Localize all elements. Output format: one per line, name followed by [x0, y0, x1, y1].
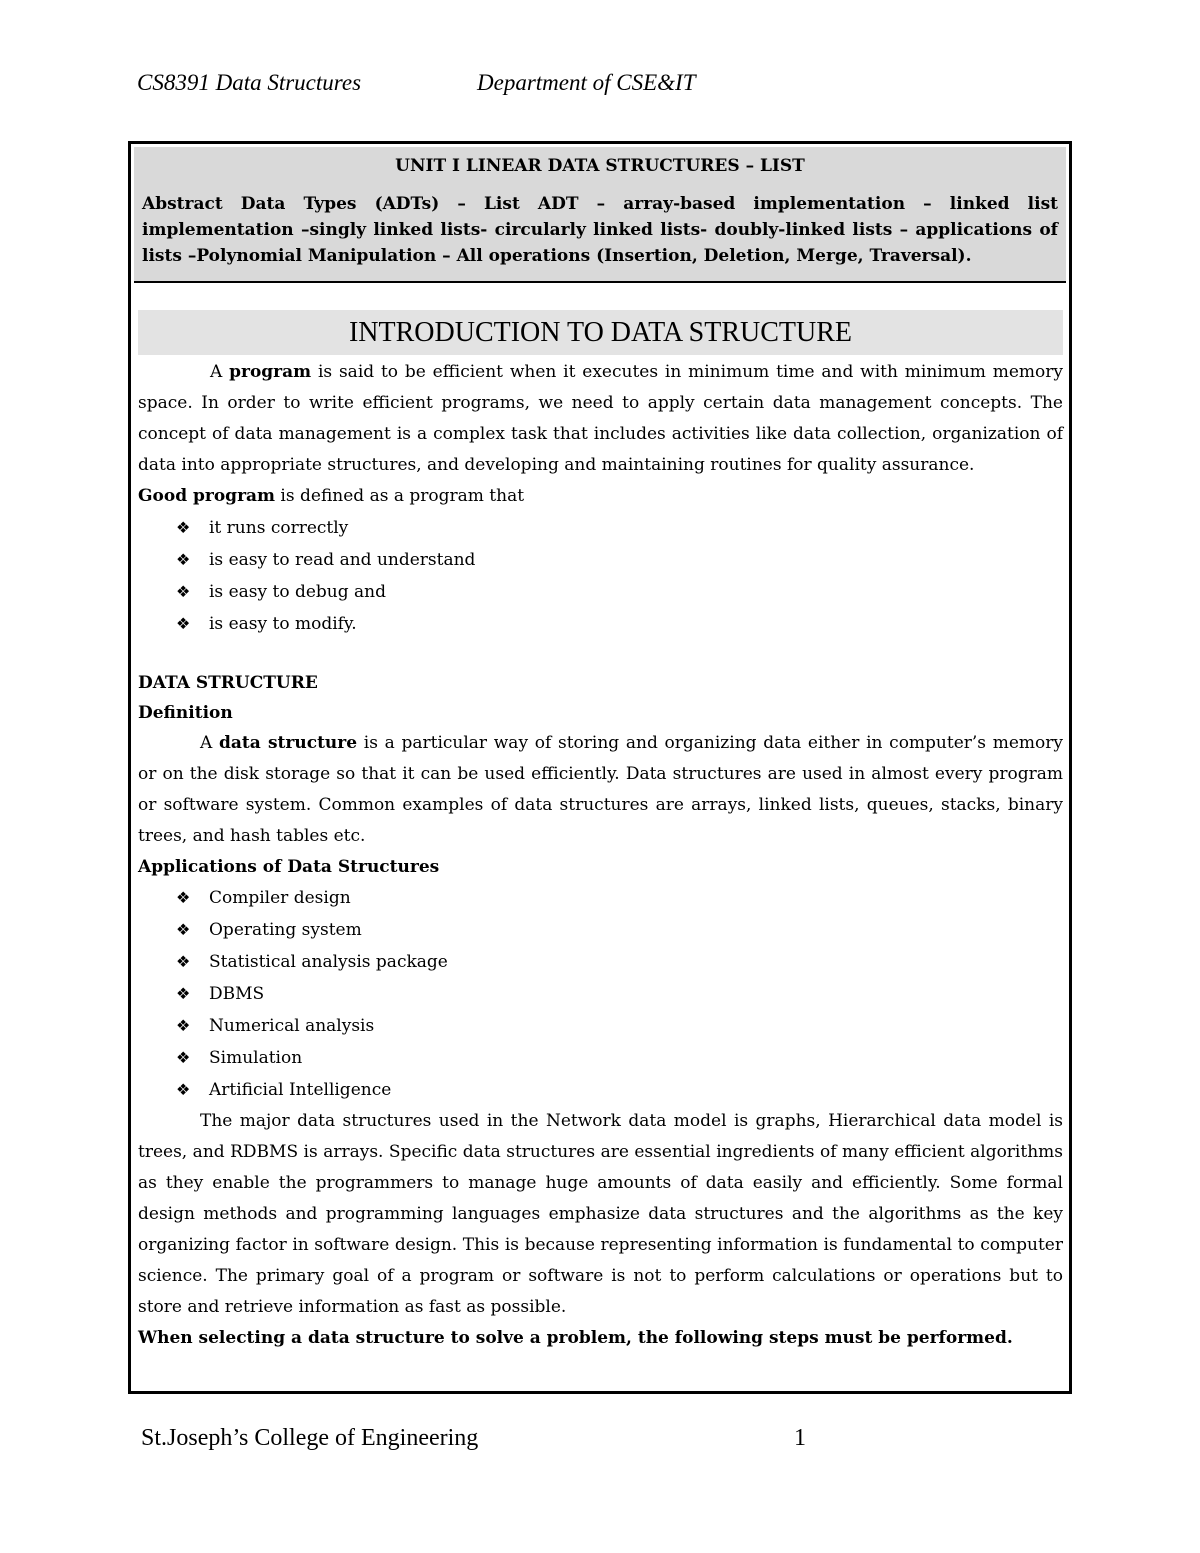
- diamond-bullet-icon: ❖: [176, 1016, 191, 1035]
- diamond-bullet-icon: ❖: [176, 888, 191, 907]
- main-content: [131, 283, 1069, 1354]
- college-name: St.Joseph’s College of Engineering: [141, 1425, 479, 1451]
- definition-heading: Definition: [138, 703, 233, 723]
- diamond-bullet-icon: ❖: [176, 518, 191, 537]
- list-item: ❖ Compiler design: [176, 882, 1063, 914]
- course-title: CS8391 Data Structures: [137, 70, 362, 95]
- list-item: ❖ Statistical analysis package: [176, 946, 1063, 978]
- diamond-bullet-icon: ❖: [176, 920, 191, 939]
- intro-heading: INTRODUCTION TO DATA STRUCTURE: [138, 310, 1063, 355]
- content-frame: [128, 141, 1072, 1394]
- department-name: Department of CSE&IT: [477, 70, 696, 95]
- applications-list: [138, 882, 1063, 1106]
- list-item: ❖ it runs correctly: [176, 512, 1063, 544]
- page-number: 1: [794, 1425, 806, 1451]
- diamond-bullet-icon: ❖: [176, 952, 191, 971]
- definition-paragraph: A data structure is a particular way of storing and organizing data either in computer’s memory or on the disk storage so that it can be used efficiently. Data structures are used in almost every program or software system. Common examples of data structures are arrays, linked lists, queues, stacks, binary trees, and hash tables etc.: [138, 733, 1064, 846]
- unit-title: UNIT I LINEAR DATA STRUCTURES – LIST: [395, 156, 805, 176]
- unit-box: [134, 147, 1066, 283]
- closing-statement: When selecting a data structure to solve a problem, the following steps must be performed.: [138, 1328, 1013, 1348]
- diamond-bullet-icon: ❖: [176, 984, 191, 1003]
- list-item: ❖ is easy to debug and: [176, 576, 1063, 608]
- list-item: ❖ Operating system: [176, 914, 1063, 946]
- program-term: program: [229, 362, 312, 382]
- list-item: ❖ DBMS: [176, 978, 1063, 1010]
- diamond-bullet-icon: ❖: [176, 550, 191, 569]
- diamond-bullet-icon: ❖: [176, 582, 191, 601]
- good-program-list: [138, 512, 1063, 640]
- intro-paragraph: A program is said to be efficient when it executes in minimum time and with minimum memory space. In order to write efficient programs, we need to apply certain data management concepts. The concept of data management is a complex task that includes activities like data collection, organization of data into appropriate structures, and developing and maintaining routines for quality assurance.: [138, 362, 1063, 475]
- list-item: ❖ Artificial Intelligence: [176, 1074, 1063, 1106]
- list-item: ❖ is easy to modify.: [176, 608, 1063, 640]
- good-program-term: Good program: [138, 486, 276, 506]
- good-program-line: Good program is defined as a program that: [138, 486, 525, 506]
- list-item: ❖ is easy to read and understand: [176, 544, 1063, 576]
- page-footer: [141, 1425, 841, 1459]
- diamond-bullet-icon: ❖: [176, 614, 191, 633]
- diamond-bullet-icon: ❖: [176, 1080, 191, 1099]
- applications-heading: Applications of Data Structures: [138, 857, 440, 877]
- data-structures-paragraph: The major data structures used in the Network data model is graphs, Hierarchical data model is trees, and RDBMS is arrays. Specific data structures are essential ingredients of many efficient algorithms as they enable the programmers to manage huge amounts of data easily and efficiently. Some formal design methods and programming languages emphasize data structures and the algorithms as the key organizing factor in software design. This is because representing information is fundamental to computer science. The primary goal of a program or software is not to perform calculations or operations but to store and retrieve information as fast as possible.: [138, 1111, 1063, 1317]
- data-structure-term: data structure: [218, 733, 358, 753]
- list-item: ❖ Numerical analysis: [176, 1010, 1063, 1042]
- section-heading: DATA STRUCTURE: [138, 673, 318, 693]
- page-header: [137, 70, 837, 102]
- list-item: ❖ Simulation: [176, 1042, 1063, 1074]
- unit-topics: Abstract Data Types (ADTs) – List ADT – array-based implementation – linked list implementation –singly linked lists- circularly linked lists- doubly-linked lists – applications of lists –Polynomial Manipulation – All operations (Insertion, Deletion, Merge, Traversal).: [142, 194, 1058, 266]
- diamond-bullet-icon: ❖: [176, 1048, 191, 1067]
